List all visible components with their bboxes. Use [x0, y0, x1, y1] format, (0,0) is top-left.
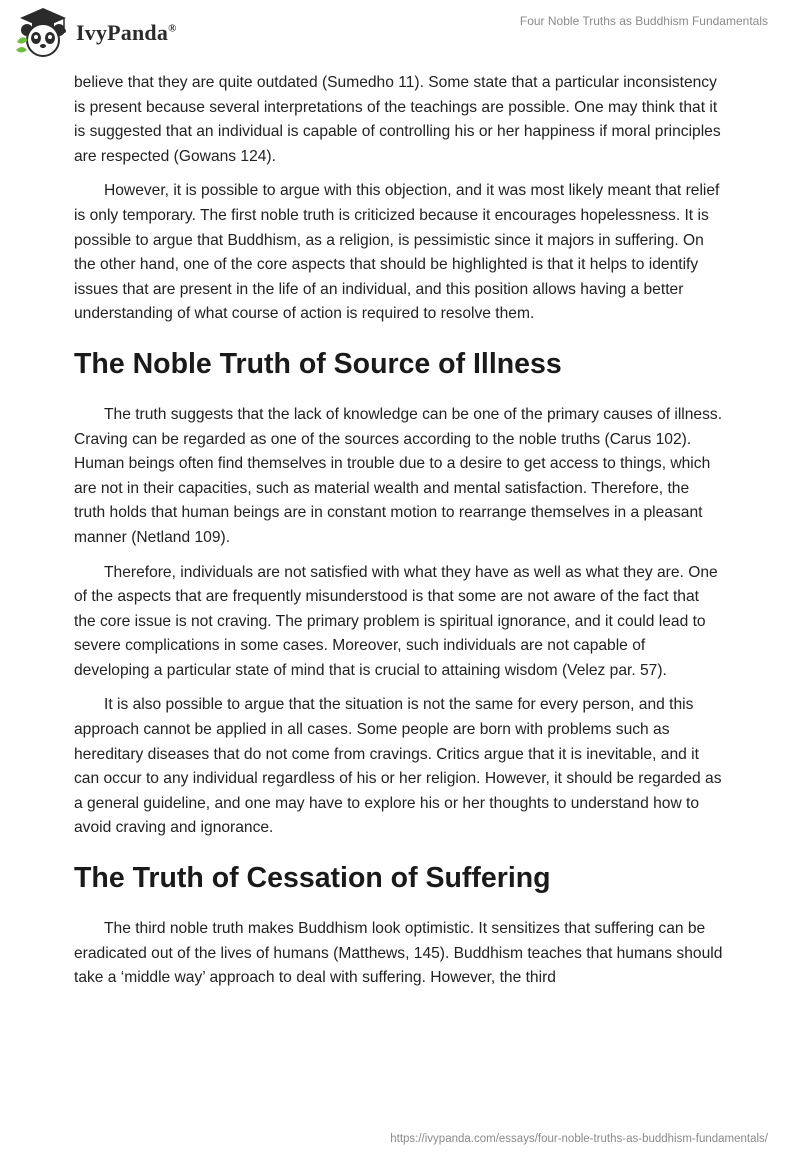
paragraph: believe that they are quite outdated (Sumedho 11). Some state that a particular inconsistency is present because several interpretations of the teachings are possible. One may think that it is suggested that an individual is capable of controlling his or her happiness if moral principles are respected (Gowans 124). — [74, 74, 721, 165]
paragraph: The truth suggests that the lack of knowledge can be one of the primary causes of illness. Craving can be regarded as one of the sources according to the noble truths (Carus 102). Human beings often find themselves in trouble due to a desire to get access to things, which are not in their capacities, such as material wealth and mental satisfaction. Therefore, the truth holds that human beings are in constant motion to rearrange themselves in a pleasant manner (Netland 109). — [74, 405, 723, 546]
paragraph: Therefore, individuals are not satisfied with what they have as well as what they are. One of the aspects that are frequently misunderstood is that some are not aware of the fact that the core issue is not craving. The primary problem is spiritual ignorance, and it could lead to severe complications in some cases. Moreover, such individuals are not capable of developing a particular state of mind that is crucial to attaining wisdom (Velez par. 57). — [74, 563, 718, 679]
brand-name: IvyPanda® — [76, 20, 177, 45]
source-url[interactable]: https://ivypanda.com/essays/four-noble-truths-as-buddhism-fundamentals/ — [390, 1133, 768, 1145]
paragraph: It is also possible to argue that the situation is not the same for every person, and this approach cannot be applied in all cases. Some people are born with problems such as hereditary diseases that do not come from cravings. Critics argue that it is inevitable, and it can occur to any individual regardless of his or her religion. However, it should be regarded as a general guideline, and one may have to explore his or her thoughts to understand how to avoid craving and ignorance. — [74, 696, 722, 837]
document-title: Four Noble Truths as Buddhism Fundamentals — [519, 14, 768, 28]
panda-logo-icon — [14, 6, 72, 60]
paragraph: However, it is possible to argue with this objection, and it was most likely meant that relief is only temporary. The first noble truth is criticized because it encourages hopelessness. It is possible to argue that Buddhism, as a religion, is pessimistic since it majors in suffering. On the other hand, one of the core aspects that should be highlighted is that it helps to identify issues that are present in the life of an individual, and this position allows having a better understanding of what course of action is required to resolve them. — [74, 182, 720, 323]
page-header — [0, 0, 800, 70]
essay-body — [74, 71, 724, 1001]
paragraph: The third noble truth makes Buddhism look optimistic. It sensitizes that suffering can be eradicated out of the lives of humans (Matthews, 145). Buddhism teaches that humans should take a ‘middle way’ approach to deal with suffering. However, the third — [74, 920, 723, 987]
brand-logo[interactable] — [14, 6, 177, 60]
section-heading: The Truth of Cessation of Suffering — [74, 862, 551, 895]
section-heading: The Noble Truth of Source of Illness — [74, 347, 562, 380]
registered-mark: ® — [168, 22, 177, 35]
